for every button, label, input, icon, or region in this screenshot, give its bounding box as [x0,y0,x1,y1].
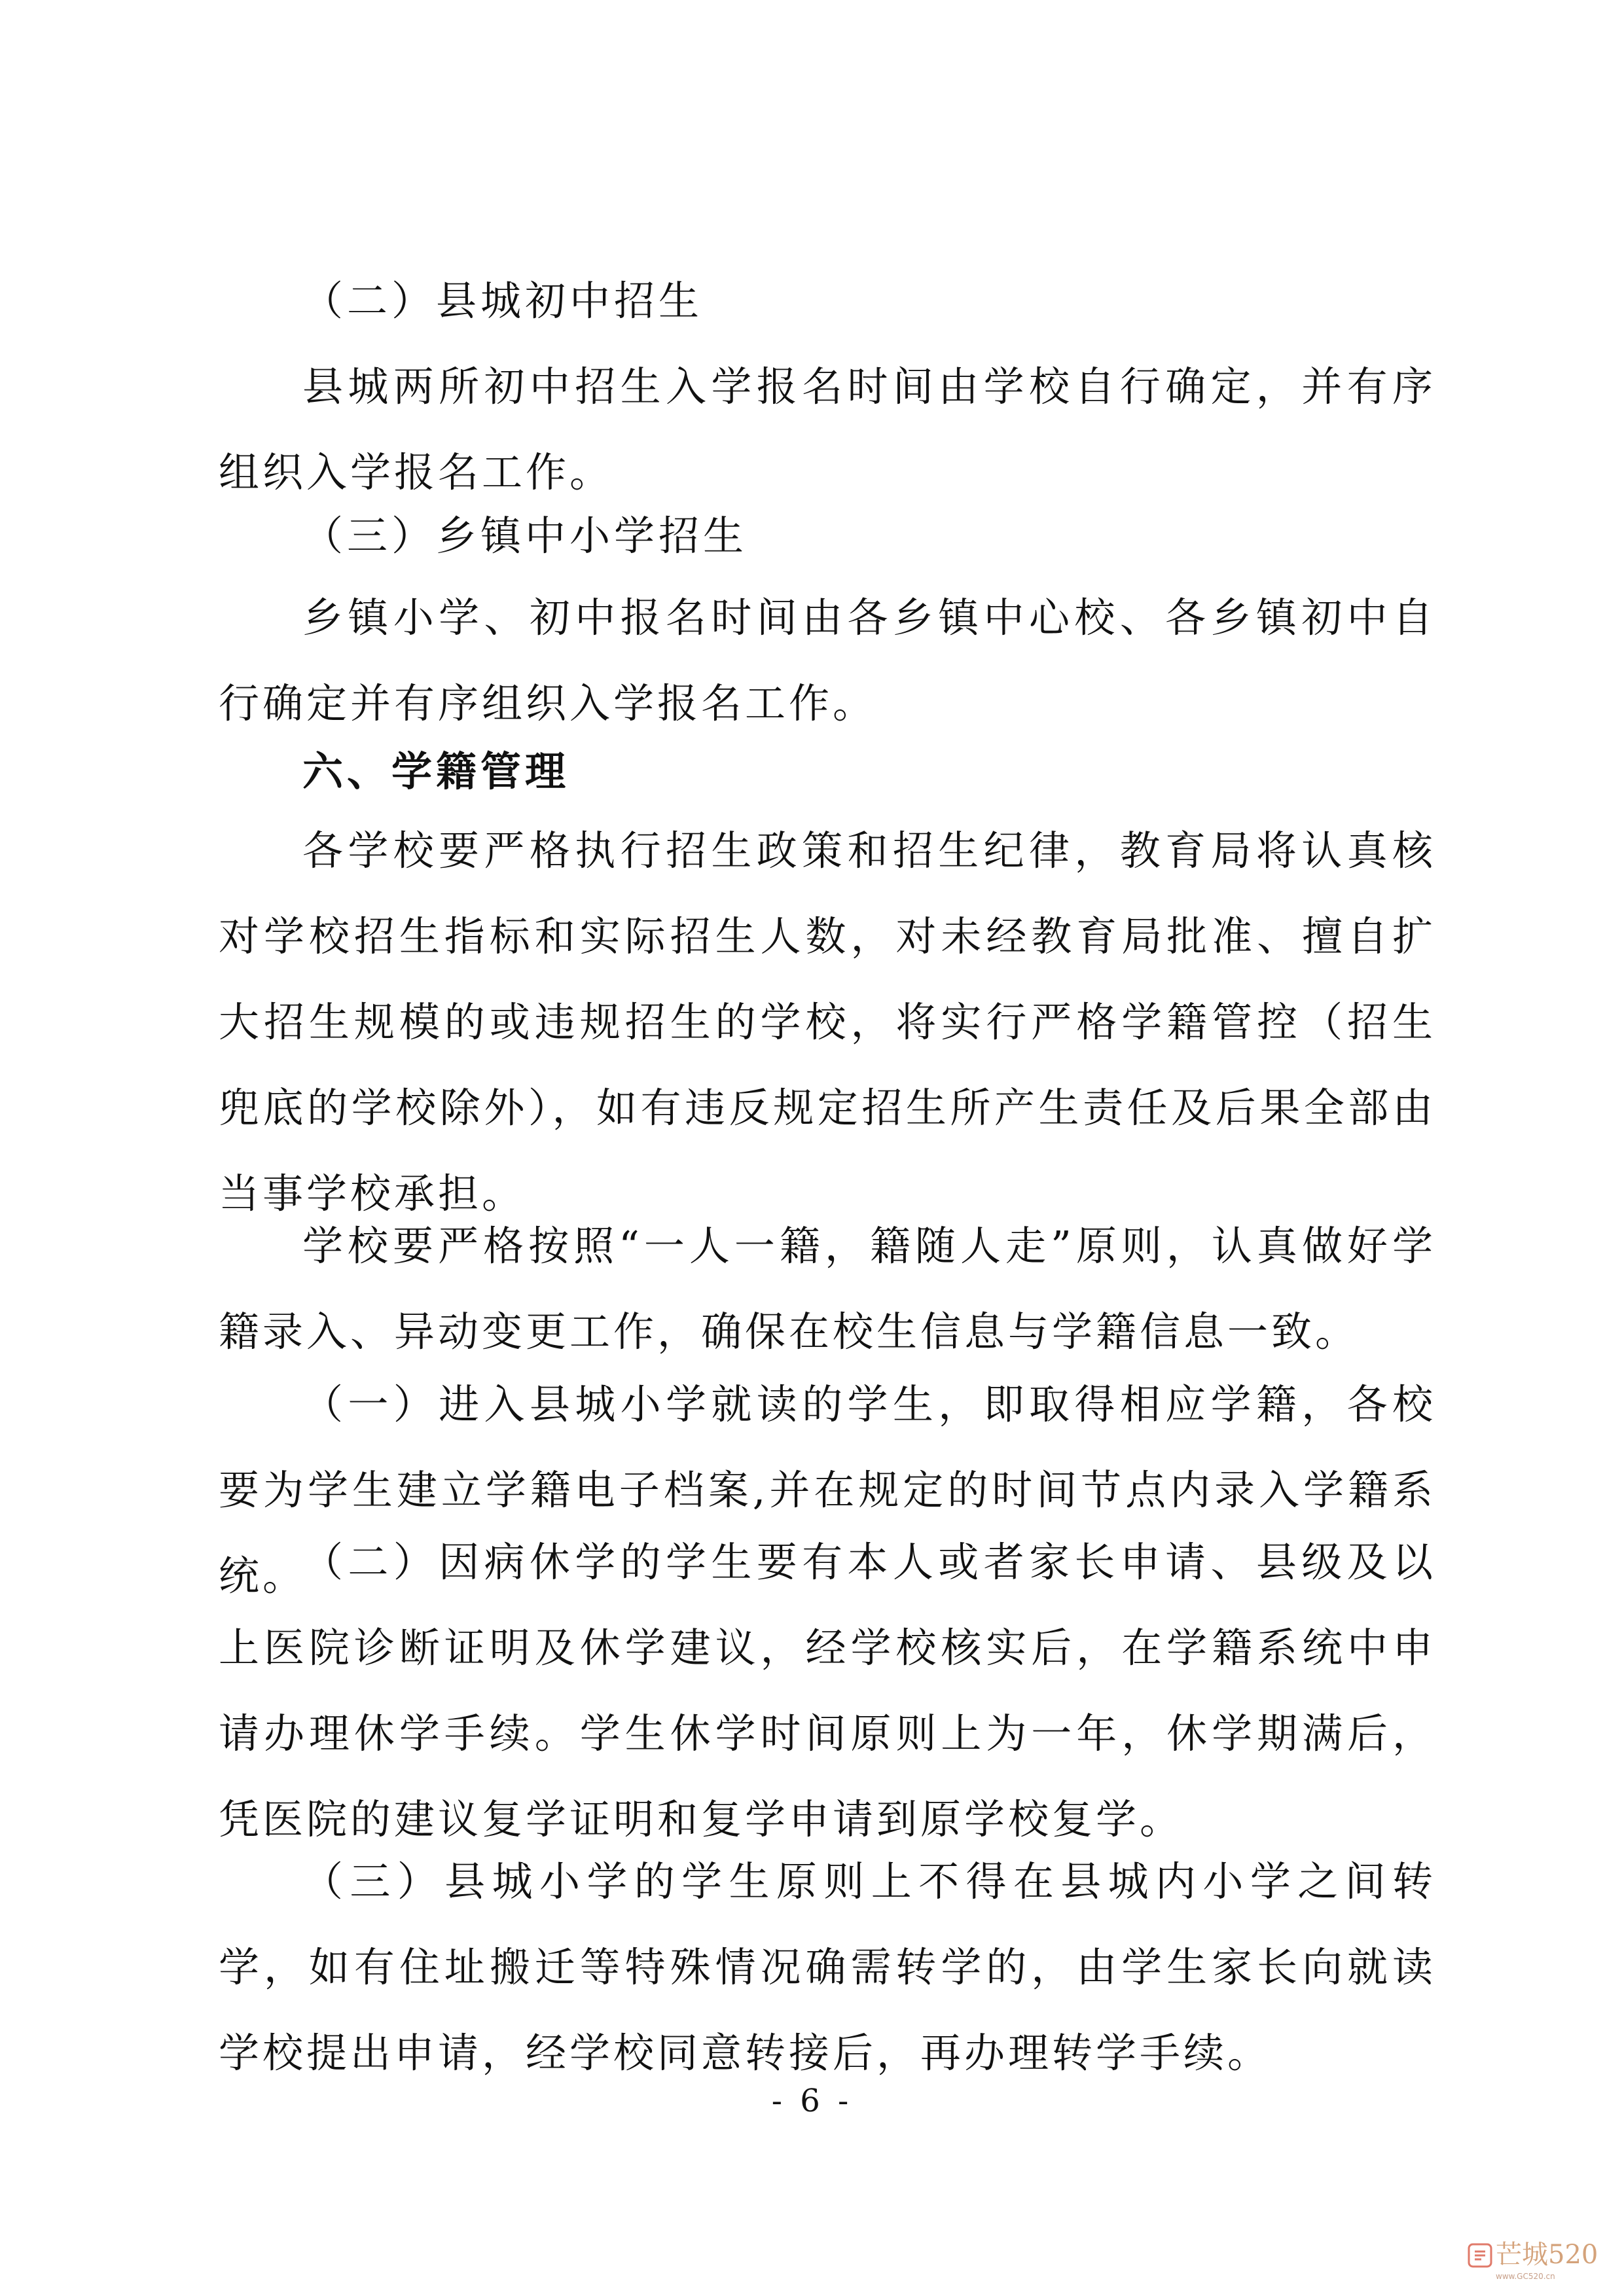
paragraph-township-registration: 乡镇小学、初中报名时间由各乡镇中心校、各乡镇初中自行确定并有序组织入学报名工作。 [219,594,1436,727]
paragraph-one-person-one-record: 学校要严格按照“一人一籍，籍随人走”原则，认真做好学籍录入、异动变更工作，确保在校生信息与学籍信息一致。 [219,1222,1436,1355]
paragraph-transfer-restrictions: （三）县城小学的学生原则上不得在县城内小学之间转学，如有住址搬迁等特殊情况确需转学的，由学生家长向就读学校提出申请，经学校同意转接后，再办理转学手续。 [219,1857,1436,2077]
section-heading-county-junior-high: （二）县城初中招生 [302,277,704,325]
watermark-tagline: www.GC520.cn [1496,2272,1555,2281]
watermark-site-name: 芒城520 [1496,2240,1598,2270]
site-watermark [1467,2237,1604,2286]
paragraph-county-primary-records: （一）进入县城小学就读的学生，即取得相应学籍，各校要为学生建立学籍电子档案,并在规定的时间节点内录入学籍系统。 [219,1380,1436,1600]
section-heading-township-schools: （三）乡镇中小学招生 [302,512,748,560]
paragraph-county-junior-high-registration: 县城两所初中招生入学报名时间由学校自行确定，并有序组织入学报名工作。 [219,363,1436,496]
page-number: - 6 - [771,2083,853,2119]
paragraph-sick-leave-suspension: （二）因病休学的学生要有本人或者家长申请、县级及以上医院诊断证明及休学建议，经学校核实后，在学籍系统中申请办理休学手续。学生休学时间原则上为一年，休学期满后，凭医院的建议复学证明和复学申请到原学校复学。 [219,1538,1436,1843]
section-heading-student-records: 六、学籍管理 [302,747,570,795]
paragraph-enrollment-discipline: 各学校要严格执行招生政策和招生纪律，教育局将认真核对学校招生指标和实际招生人数，对未经教育局批准、擅自扩大招生规模的或违规招生的学校，将实行严格学籍管控（招生兜底的学校除外），如有违反规定招生所产生责任及后果全部由当事学校承担。 [219,827,1436,1217]
site-logo-icon [1467,2242,1493,2269]
